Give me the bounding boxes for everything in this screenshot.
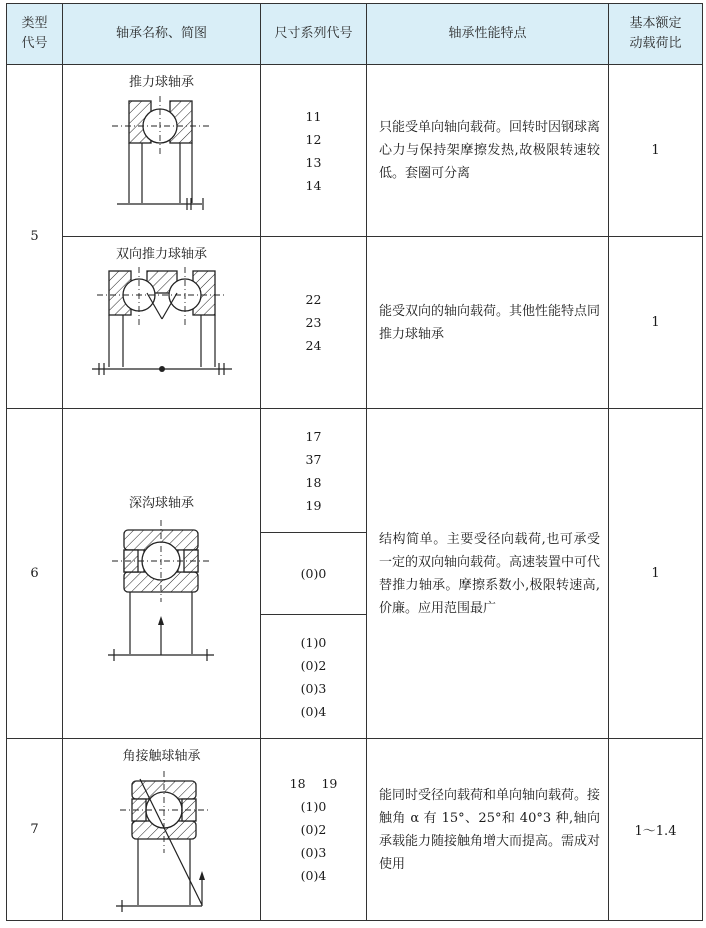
bearing-name: 角接触球轴承 [122, 749, 201, 764]
features-cell [367, 409, 609, 739]
series-code: (0)2 [300, 657, 327, 673]
bearing-name: 推力球轴承 [128, 75, 194, 90]
angular-contact-ball-bearing-diagram [102, 765, 222, 915]
series-code: 37 [305, 451, 322, 467]
table-row [7, 237, 703, 409]
bearing-name: 深沟球轴承 [128, 495, 194, 511]
header-ratio [609, 4, 703, 65]
header-type-code-label: 类型 代号 [21, 16, 48, 51]
features-text: 结构简单。主要受径向载荷,也可承受一定的双向轴向载荷。高速装置中可代替推力轴承。摩擦系数小,极限转速高,价廉。应用范围最广 [379, 531, 601, 616]
header-series: 尺寸系列代号 [261, 4, 367, 65]
series-code: 19 [305, 497, 322, 513]
features-cell [367, 237, 609, 409]
series-cell [261, 739, 367, 921]
features-cell [367, 739, 609, 921]
table-header-row [7, 4, 703, 65]
type-code-cell: 5 [7, 65, 63, 409]
series-code: (0)4 [300, 868, 327, 883]
diagram-cell [63, 65, 261, 237]
series-code: (0)3 [300, 680, 327, 696]
series-cell [261, 533, 367, 615]
table-row [7, 409, 703, 533]
diagram-cell [63, 237, 261, 409]
series-code: (0)0 [300, 566, 327, 581]
header-type-code [7, 4, 63, 65]
ratio-cell: 1 [609, 237, 703, 409]
series-cell [261, 237, 367, 409]
deep-groove-ball-bearing-diagram [102, 512, 222, 662]
series-code: 12 [305, 131, 322, 147]
diagram-cell [63, 739, 261, 921]
series-cell [261, 615, 367, 739]
series-code: 22 [305, 292, 322, 307]
features-text: 只能受单向轴向载荷。回转时因钢球离心力与保持架摩擦发热,故极限转速较低。套圈可分离 [379, 120, 601, 181]
series-cell [261, 409, 367, 533]
series-code: 13 [305, 154, 322, 170]
series-cell [261, 65, 367, 237]
diagram-cell [63, 409, 261, 739]
series-code: (0)4 [300, 703, 327, 719]
header-name: 轴承名称、简图 [63, 4, 261, 65]
header-ratio-label: 基本额定 动载荷比 [629, 16, 682, 51]
type-code-cell: 6 [7, 409, 63, 739]
double-thrust-ball-bearing-diagram [87, 263, 237, 393]
series-code: 24 [305, 338, 322, 353]
series-code: 14 [305, 177, 322, 193]
series-code: 17 [305, 428, 322, 444]
series-code: 11 [305, 108, 322, 124]
table-row [7, 65, 703, 237]
series-code: (0)3 [300, 845, 327, 860]
series-code: (0)2 [300, 822, 327, 837]
ratio-cell: 1～1.4 [609, 739, 703, 921]
table-row [7, 739, 703, 921]
ratio-cell: 1 [609, 409, 703, 739]
type-code-cell: 7 [7, 739, 63, 921]
series-code: (1)0 [300, 799, 327, 814]
bearing-name: 双向推力球轴承 [115, 247, 207, 262]
series-code: 18 [305, 474, 322, 490]
features-cell [367, 65, 609, 237]
series-code: 18 19 [289, 776, 338, 791]
series-code: 23 [305, 315, 322, 330]
ratio-cell: 1 [609, 65, 703, 237]
bearing-table [6, 3, 703, 921]
features-text: 能同时受径向载荷和单向轴向载荷。接触角 α 有 15°、25°和 40°3 种,轴向承载能力随接触角增大而提高。需成对使用 [379, 787, 601, 872]
thrust-ball-bearing-diagram [102, 91, 222, 221]
features-text: 能受双向的轴向载荷。其他性能特点同推力球轴承 [379, 303, 601, 342]
series-code: (1)0 [300, 634, 327, 650]
header-features: 轴承性能特点 [367, 4, 609, 65]
